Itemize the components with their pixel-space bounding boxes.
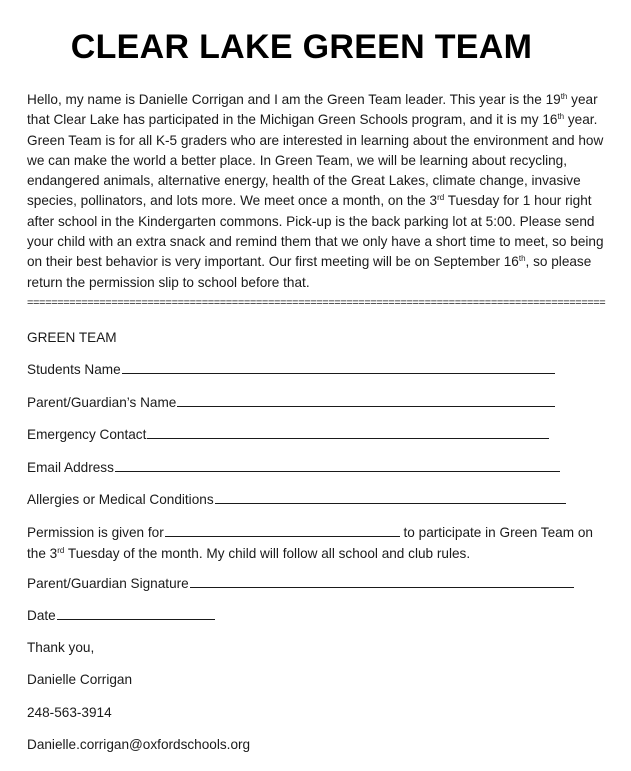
allergies-field[interactable] [215, 490, 566, 504]
intro-letter [27, 90, 607, 293]
page-title: CLEAR LAKE GREEN TEAM [70, 28, 533, 66]
emergency-contact-label: Emergency Contact [27, 427, 147, 442]
parent-name-label: Parent/Guardian’s Name [27, 395, 177, 410]
superscript: th [518, 254, 526, 264]
email-row [27, 458, 560, 478]
superscript: th [557, 112, 565, 122]
closing-name: Danielle Corrigan [27, 672, 133, 687]
signature-field[interactable] [190, 574, 574, 588]
date-row [27, 606, 215, 626]
students-name-label: Students Name [27, 362, 121, 377]
closing-phone: 248-563-3914 [27, 705, 112, 720]
letter-text: year. Green Team is for all K-5 graders who are interested in learning about the environment and how we can make the world a better place. In Green Team, we will be learning about recycling, endangered animals, alternative energy, health of the Great Lakes, climate change, invasive species, pollinators, and lots more. We meet once a month, on the 3 [27, 112, 604, 209]
signature-row [27, 574, 574, 594]
permission-text: Tuesday of the month. My child will follow all school and club rules. [64, 546, 471, 561]
parent-name-row [27, 393, 555, 413]
permission-text: Permission is given for [27, 525, 164, 540]
allergies-row [27, 490, 566, 510]
emergency-contact-row [27, 425, 549, 445]
permission-statement [27, 522, 612, 564]
cut-divider: ================================================================================================ [27, 297, 606, 309]
emergency-contact-field[interactable] [147, 425, 549, 439]
permission-text: to participate in Green Team on the 3 [27, 525, 593, 561]
students-name-row [27, 360, 555, 380]
email-field[interactable] [115, 458, 560, 472]
letter-text: Hello, my name is Danielle Corrigan and I am the Green Team leader. This year is the 19 [27, 92, 561, 107]
letter-text: Tuesday for 1 hour right after school in the Kindergarten commons. Pick-up is the back parking lot at 5:00. Please send your child with an extra snack and remind them that we only have a short time to meet, so being on their best behavior is very important. Our first meeting will be on September 16 [27, 193, 604, 270]
date-label: Date [27, 608, 56, 623]
superscript: th [560, 92, 568, 101]
form-heading: GREEN TEAM [27, 330, 117, 345]
child-name-field[interactable] [165, 523, 400, 537]
date-field[interactable] [57, 606, 215, 620]
email-label: Email Address [27, 460, 114, 475]
closing-email: Danielle.corrigan@oxfordschools.org [27, 737, 251, 752]
superscript: rd [437, 193, 445, 203]
signature-label: Parent/Guardian Signature [27, 576, 189, 591]
parent-name-field[interactable] [177, 393, 555, 407]
students-name-field[interactable] [122, 360, 555, 374]
letter-text: , so please return the permission slip to school before that. [27, 254, 592, 290]
closing-thanks: Thank you, [27, 640, 95, 655]
letter-text: year that Clear Lake has participated in the Michigan Green Schools program, and it is my 16 [27, 92, 598, 128]
allergies-label: Allergies or Medical Conditions [27, 492, 214, 507]
superscript: rd [57, 546, 65, 555]
